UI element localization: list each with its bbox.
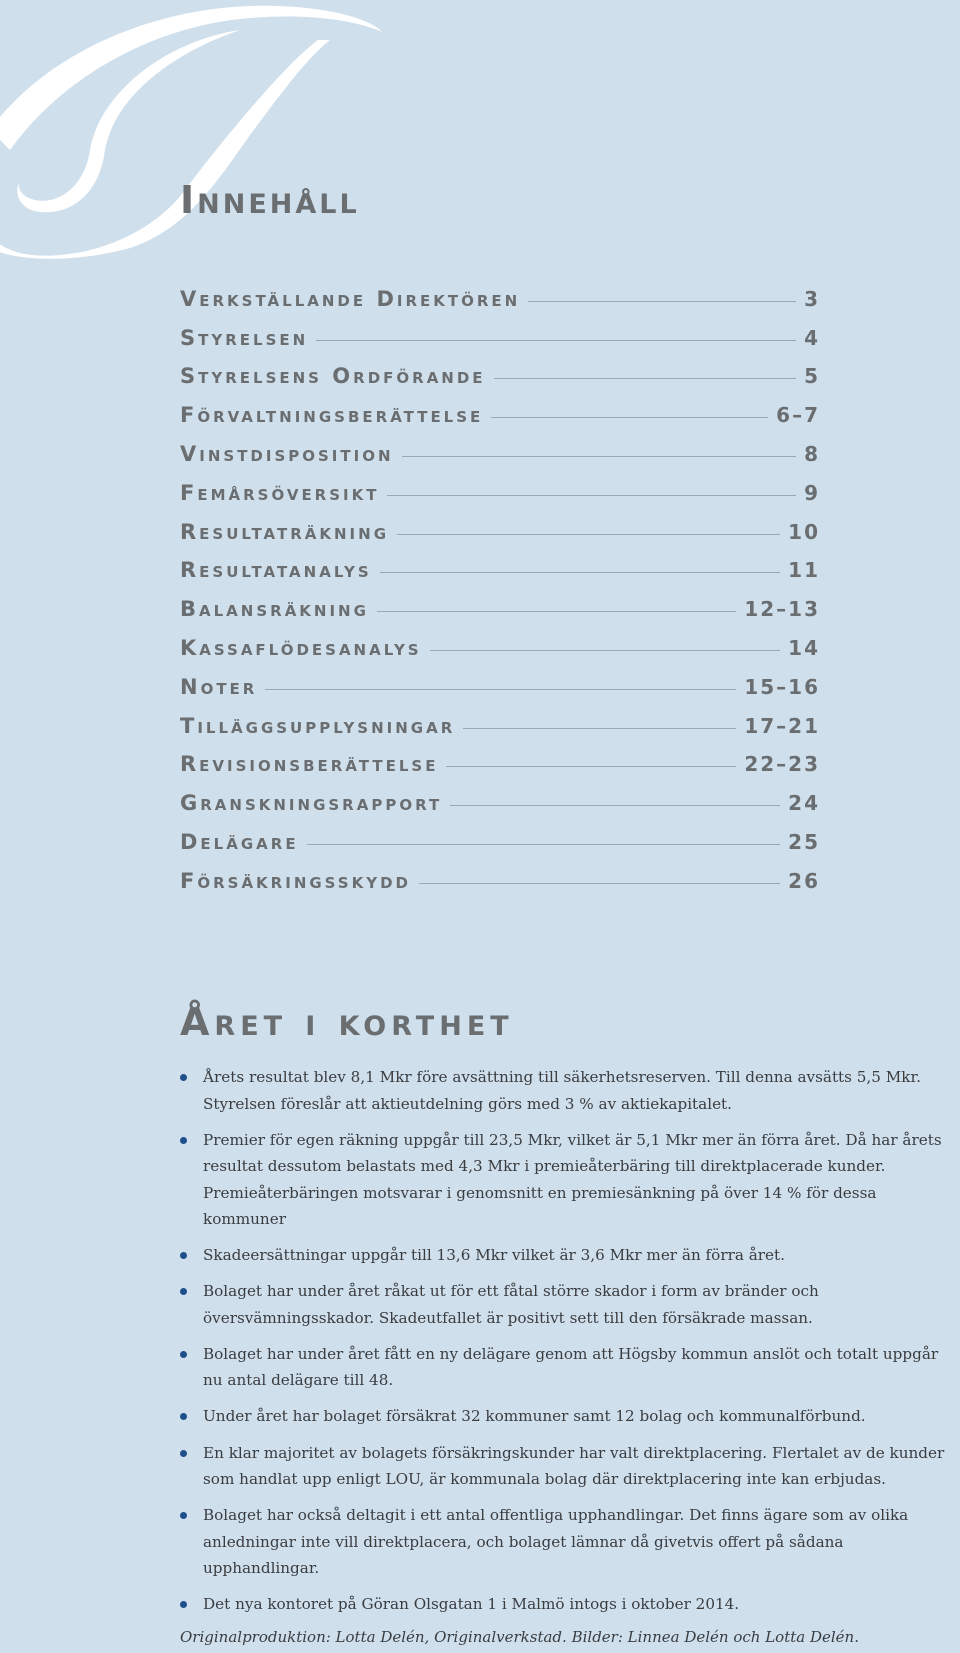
toc-entry-page: 26 bbox=[788, 868, 820, 893]
toc-entry-page: 3 bbox=[804, 286, 820, 311]
toc-leader-line bbox=[265, 689, 736, 690]
bullet-dot-icon bbox=[180, 1137, 187, 1144]
toc-entry bbox=[180, 272, 820, 311]
toc-entry-title: Kassaflödesanalys bbox=[180, 635, 422, 660]
toc-entry bbox=[180, 427, 820, 466]
toc-entry-page: 4 bbox=[804, 325, 820, 350]
toc-leader-line bbox=[402, 456, 797, 457]
summary-bullet bbox=[180, 1502, 960, 1582]
summary-bullet-text: Bolaget har under året fått en ny delägare genom att Högsby kommun anslöt och totalt uppgår nu antal delägare till 48. bbox=[203, 1344, 939, 1390]
toc-entry bbox=[180, 350, 820, 389]
toc-entry bbox=[180, 544, 820, 583]
toc-entry-page: 14 bbox=[788, 635, 820, 660]
toc-entry-title: Styrelsens Ordförande bbox=[180, 364, 486, 389]
toc-leader-line bbox=[528, 301, 796, 302]
summary-bullet bbox=[180, 1278, 960, 1331]
summary-bullet-text: Under året har bolaget försäkrat 32 kommuner samt 12 bolag och kommunalförbund. bbox=[203, 1407, 866, 1426]
toc-entry-title: Förvaltningsberättelse bbox=[180, 403, 484, 428]
toc-entry-page: 5 bbox=[804, 364, 820, 389]
summary-bullet-text: En klar majoritet av bolagets försäkringskunder har valt direktplacering. Flertalet av de kunder som handlat upp enligt LOU, är kommunala bolag där direktplacering inte kan erbjudas. bbox=[203, 1443, 945, 1489]
toc-entry-page: 25 bbox=[788, 829, 820, 854]
toc-entry-page: 11 bbox=[788, 558, 820, 583]
bullet-dot-icon bbox=[180, 1351, 187, 1358]
toc-leader-line bbox=[380, 572, 780, 573]
toc-entry-page: 24 bbox=[788, 791, 820, 816]
toc-entry-page: 8 bbox=[804, 441, 820, 466]
toc-entry-title: Revisionsberättelse bbox=[180, 752, 439, 777]
toc-leader-line bbox=[430, 650, 781, 651]
toc-entry bbox=[180, 776, 820, 815]
summary-bullet-text: Bolaget har också deltagit i ett antal offentliga upphandlingar. Det finns ägare som av olika anledningar inte vill direktplacera, och bolaget lämnar då givetvis offert på sådana upphandlingar. bbox=[203, 1506, 909, 1578]
toc-entry-title: Delägare bbox=[180, 829, 299, 854]
toc-entry-title: Resultatanalys bbox=[180, 558, 372, 583]
summary-bullet bbox=[180, 1064, 960, 1117]
toc-entry bbox=[180, 388, 820, 427]
toc-entry bbox=[180, 738, 820, 777]
contents-heading: Innehåll bbox=[180, 178, 360, 222]
toc-entry-title: Verkställande Direktören bbox=[180, 286, 521, 311]
bullet-dot-icon bbox=[180, 1450, 187, 1457]
year-in-brief-heading: Året i korthet bbox=[180, 1000, 514, 1044]
toc-leader-line bbox=[450, 805, 780, 806]
toc-leader-line bbox=[463, 728, 736, 729]
summary-bullet-text: Det nya kontoret på Göran Olsgatan 1 i Malmö intogs i oktober 2014. bbox=[203, 1595, 740, 1614]
year-in-brief-list bbox=[180, 1064, 960, 1627]
toc-entry-title: Femårsöversikt bbox=[180, 480, 380, 505]
toc-entry bbox=[180, 854, 820, 893]
toc-entry-title: Tilläggsupplysningar bbox=[180, 713, 456, 738]
toc-entry-title: Granskningsrapport bbox=[180, 791, 443, 816]
toc-leader-line bbox=[397, 534, 780, 535]
bullet-dot-icon bbox=[180, 1288, 187, 1295]
bullet-dot-icon bbox=[180, 1252, 187, 1259]
bullet-dot-icon bbox=[180, 1074, 187, 1081]
toc-entry-page: 10 bbox=[788, 519, 820, 544]
toc-leader-line bbox=[316, 340, 796, 341]
bullet-dot-icon bbox=[180, 1601, 187, 1608]
summary-bullet-text: Skadeersättningar uppgår till 13,6 Mkr vilket är 3,6 Mkr mer än förra året. bbox=[203, 1246, 785, 1265]
summary-bullet bbox=[180, 1591, 960, 1618]
toc-leader-line bbox=[307, 844, 781, 845]
toc-entry-title: Försäkringsskydd bbox=[180, 868, 411, 893]
summary-bullet bbox=[180, 1440, 960, 1493]
bullet-dot-icon bbox=[180, 1512, 187, 1519]
bullet-dot-icon bbox=[180, 1413, 187, 1420]
toc-entry-title: Balansräkning bbox=[180, 597, 369, 622]
summary-bullet-text: Bolaget har under året råkat ut för ett fåtal större skador i form av bränder och översvämningsskador. Skadeutfallet är positivt sett till den försäkrade massan. bbox=[203, 1282, 819, 1327]
toc-entry-title: Noter bbox=[180, 674, 258, 699]
toc-entry-page: 17–21 bbox=[744, 713, 820, 738]
toc-leader-line bbox=[446, 766, 736, 767]
toc-entry-page: 9 bbox=[804, 480, 820, 505]
toc-entry-page: 15–16 bbox=[744, 674, 820, 699]
toc-entry-title: Resultaträkning bbox=[180, 519, 390, 544]
summary-bullet bbox=[180, 1341, 960, 1394]
table-of-contents bbox=[180, 272, 820, 893]
toc-entry-title: Vinstdisposition bbox=[180, 441, 394, 466]
toc-entry bbox=[180, 660, 820, 699]
toc-entry bbox=[180, 621, 820, 660]
summary-bullet-text: Premier för egen räkning uppgår till 23,5 Mkr, vilket är 5,1 Mkr mer än förra året. Då har årets resultat dessutom belastats med 4,3 Mkr i premieåterbäring till direktplacerade kunder. Premieåterbäringen motsvarar i genomsnitt en premiesänkning på över 14 % för dessa kommuner bbox=[203, 1130, 942, 1229]
summary-bullet bbox=[180, 1403, 960, 1430]
toc-entry bbox=[180, 582, 820, 621]
toc-leader-line bbox=[377, 611, 736, 612]
toc-entry-page: 12–13 bbox=[744, 597, 820, 622]
production-credits: Originalproduktion: Lotta Delén, Originalverkstad. Bilder: Linnea Delén och Lotta Delén. bbox=[180, 1628, 859, 1646]
toc-entry-page: 6–7 bbox=[776, 403, 820, 428]
toc-leader-line bbox=[491, 417, 768, 418]
toc-leader-line bbox=[419, 883, 780, 884]
toc-entry-title: Styrelsen bbox=[180, 325, 309, 350]
toc-entry bbox=[180, 699, 820, 738]
toc-leader-line bbox=[387, 495, 796, 496]
toc-entry bbox=[180, 311, 820, 350]
toc-entry bbox=[180, 466, 820, 505]
toc-entry bbox=[180, 815, 820, 854]
summary-bullet bbox=[180, 1242, 960, 1269]
summary-bullet bbox=[180, 1127, 960, 1233]
toc-leader-line bbox=[494, 378, 797, 379]
toc-entry bbox=[180, 505, 820, 544]
summary-bullet-text: Årets resultat blev 8,1 Mkr före avsättning till säkerhetsreserven. Till denna avsätts 5,5 Mkr. Styrelsen föreslår att aktieutdelning görs med 3 % av aktiekapitalet. bbox=[203, 1068, 921, 1113]
toc-entry-page: 22–23 bbox=[744, 752, 820, 777]
